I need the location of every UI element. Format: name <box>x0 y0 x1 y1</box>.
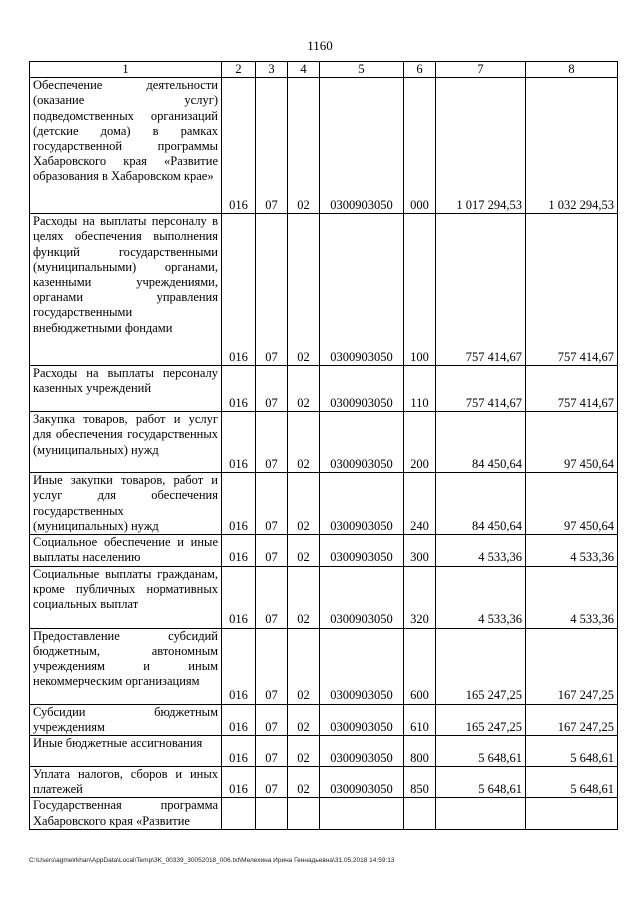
row-c6-cell: 800 <box>404 736 436 767</box>
budget-table <box>29 61 618 830</box>
row-c7-cell: 165 247,25 <box>436 704 526 735</box>
row-c8-cell: 97 450,64 <box>526 473 618 535</box>
table-row <box>30 767 618 798</box>
row-c7-cell: 757 414,67 <box>436 366 526 412</box>
row-c4-cell: 02 <box>288 566 320 628</box>
row-c4-cell: 02 <box>288 535 320 566</box>
row-name-cell: Социальное обеспечение и иные выплаты населению <box>30 535 222 566</box>
row-c3-cell: 07 <box>256 535 288 566</box>
row-c4-cell: 02 <box>288 628 320 704</box>
row-c6-cell: 320 <box>404 566 436 628</box>
row-c5-cell: 0300903050 <box>320 366 404 412</box>
row-c2-cell: 016 <box>222 412 256 473</box>
row-name-cell: Социальные выплаты гражданам, кроме публичных нормативных социальных выплат <box>30 566 222 628</box>
row-c4-cell: 02 <box>288 214 320 366</box>
row-c6-cell: 100 <box>404 214 436 366</box>
row-c4-cell: 02 <box>288 412 320 473</box>
row-c6-cell: 110 <box>404 366 436 412</box>
row-name-cell: Иные закупки товаров, работ и услуг для обеспечения государственных (муниципальных) нужд <box>30 473 222 535</box>
row-c6-cell: 600 <box>404 628 436 704</box>
table-row <box>30 214 618 366</box>
row-c2-cell: 016 <box>222 214 256 366</box>
row-c3-cell: 07 <box>256 473 288 535</box>
header-cell: 2 <box>222 62 256 78</box>
row-c2-cell: 016 <box>222 78 256 214</box>
header-cell: 4 <box>288 62 320 78</box>
row-c2-cell: 016 <box>222 566 256 628</box>
row-c8-cell: 4 533,36 <box>526 535 618 566</box>
table-row <box>30 473 618 535</box>
row-c7-cell: 4 533,36 <box>436 566 526 628</box>
row-c5-cell: 0300903050 <box>320 736 404 767</box>
row-c2-cell: 016 <box>222 366 256 412</box>
row-c5-cell: 0300903050 <box>320 412 404 473</box>
row-c6-cell: 300 <box>404 535 436 566</box>
table-row <box>30 78 618 214</box>
table-row <box>30 736 618 767</box>
header-cell: 7 <box>436 62 526 78</box>
row-c8-cell: 5 648,61 <box>526 736 618 767</box>
row-c2-cell: 016 <box>222 704 256 735</box>
row-c3-cell: 07 <box>256 566 288 628</box>
row-name-cell: Закупка товаров, работ и услуг для обеспечения государственных (муниципальных) нужд <box>30 412 222 473</box>
row-c7-cell: 84 450,64 <box>436 473 526 535</box>
row-c6-cell: 000 <box>404 78 436 214</box>
row-c3-cell: 07 <box>256 736 288 767</box>
row-c2-cell: 016 <box>222 535 256 566</box>
row-c4-cell: 02 <box>288 78 320 214</box>
row-c6-cell: 240 <box>404 473 436 535</box>
row-c5-cell: 0300903050 <box>320 704 404 735</box>
row-c5-cell: 0300903050 <box>320 628 404 704</box>
table-row <box>30 628 618 704</box>
row-c4-cell: 02 <box>288 704 320 735</box>
row-c6-cell: 200 <box>404 412 436 473</box>
row-c7-cell: 84 450,64 <box>436 412 526 473</box>
row-c4-cell: 02 <box>288 473 320 535</box>
row-c8-cell: 167 247,25 <box>526 704 618 735</box>
row-name-cell: Уплата налогов, сборов и иных платежей <box>30 767 222 798</box>
row-c8-cell: 5 648,61 <box>526 767 618 798</box>
row-c6-cell: 850 <box>404 767 436 798</box>
row-c2-cell: 016 <box>222 628 256 704</box>
row-c5-cell: 0300903050 <box>320 214 404 366</box>
row-c6-cell <box>404 798 436 829</box>
table-row <box>30 704 618 735</box>
row-c3-cell: 07 <box>256 214 288 366</box>
row-c7-cell: 4 533,36 <box>436 535 526 566</box>
header-row <box>30 62 618 78</box>
header-cell: 8 <box>526 62 618 78</box>
row-c3-cell: 07 <box>256 366 288 412</box>
row-c8-cell: 4 533,36 <box>526 566 618 628</box>
table-row <box>30 412 618 473</box>
row-c7-cell <box>436 798 526 829</box>
row-c2-cell: 016 <box>222 473 256 535</box>
row-c5-cell: 0300903050 <box>320 767 404 798</box>
row-c7-cell: 5 648,61 <box>436 736 526 767</box>
row-c4-cell: 02 <box>288 767 320 798</box>
row-c3-cell <box>256 798 288 829</box>
table-row <box>30 366 618 412</box>
row-c5-cell: 0300903050 <box>320 535 404 566</box>
file-path-footer: C:\Users\agmelrkhan\AppData\Local\Temp\3K_00339_30052018_006.txt\Мелехина Ирина Геннадьевна\31.05.2018 14:59:13 <box>29 857 395 864</box>
row-c4-cell: 02 <box>288 736 320 767</box>
row-c3-cell: 07 <box>256 767 288 798</box>
row-c5-cell: 0300903050 <box>320 473 404 535</box>
row-c8-cell: 97 450,64 <box>526 412 618 473</box>
row-c3-cell: 07 <box>256 78 288 214</box>
row-c5-cell: 0300903050 <box>320 566 404 628</box>
row-name-cell: Государственная программа Хабаровского края «Развитие <box>30 798 222 829</box>
row-c7-cell: 757 414,67 <box>436 214 526 366</box>
row-c4-cell: 02 <box>288 366 320 412</box>
row-c5-cell <box>320 798 404 829</box>
row-c8-cell: 1 032 294,53 <box>526 78 618 214</box>
header-cell: 1 <box>30 62 222 78</box>
row-c2-cell: 016 <box>222 767 256 798</box>
row-c7-cell: 165 247,25 <box>436 628 526 704</box>
row-name-cell: Обеспечение деятельности (оказание услуг) подведомственных организаций (детские дома) в рамках государственной программы Хабаровского края «Развитие образования в Хабаровском крае» <box>30 78 222 214</box>
row-name-cell: Расходы на выплаты персоналу казенных учреждений <box>30 366 222 412</box>
row-c5-cell: 0300903050 <box>320 78 404 214</box>
table-row <box>30 566 618 628</box>
row-c3-cell: 07 <box>256 704 288 735</box>
row-c8-cell: 757 414,67 <box>526 214 618 366</box>
table-row <box>30 798 618 829</box>
row-c3-cell: 07 <box>256 628 288 704</box>
header-cell: 6 <box>404 62 436 78</box>
row-name-cell: Предоставление субсидий бюджетным, автономным учреждениям и иным некоммерческим организациям <box>30 628 222 704</box>
row-c4-cell <box>288 798 320 829</box>
row-c8-cell: 167 247,25 <box>526 628 618 704</box>
row-name-cell: Субсидии бюджетным учреждениям <box>30 704 222 735</box>
header-cell: 3 <box>256 62 288 78</box>
row-c7-cell: 1 017 294,53 <box>436 78 526 214</box>
table-row <box>30 535 618 566</box>
row-c2-cell: 016 <box>222 736 256 767</box>
header-cell: 5 <box>320 62 404 78</box>
row-name-cell: Расходы на выплаты персоналу в целях обеспечения выполнения функций государственными (муниципальными) органами, казенными учреждениями, органами управления государственными внебюджетными фондами <box>30 214 222 366</box>
row-c2-cell <box>222 798 256 829</box>
row-c8-cell: 757 414,67 <box>526 366 618 412</box>
row-c8-cell <box>526 798 618 829</box>
row-c3-cell: 07 <box>256 412 288 473</box>
row-c7-cell: 5 648,61 <box>436 767 526 798</box>
row-name-cell: Иные бюджетные ассигнования <box>30 736 222 767</box>
page-number: 1160 <box>307 38 333 53</box>
row-c6-cell: 610 <box>404 704 436 735</box>
